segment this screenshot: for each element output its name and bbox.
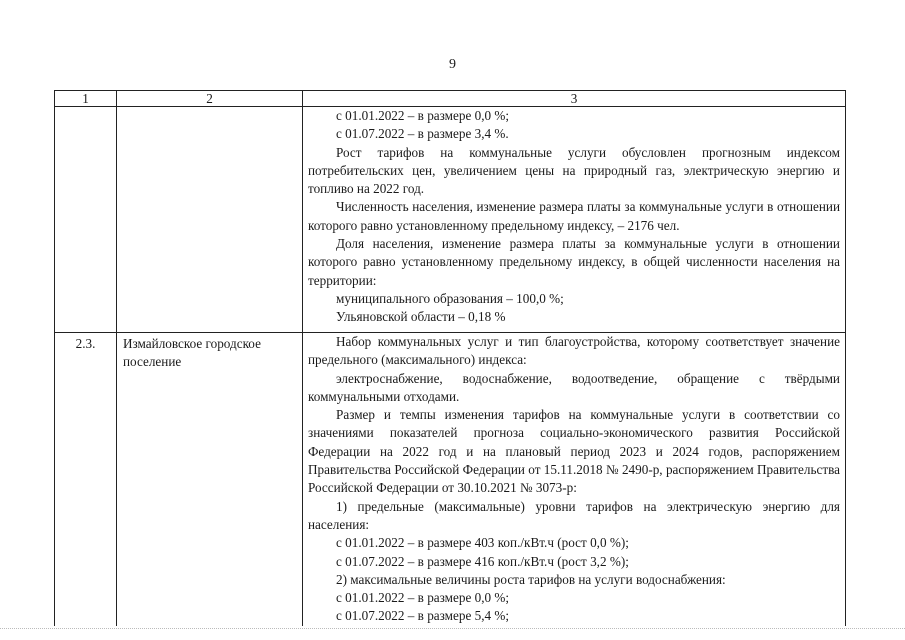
column-header-1: 1 xyxy=(55,91,117,107)
text-line: с 01.07.2022 – в размере 5,4 %; xyxy=(336,608,510,624)
text-line: 2) максимальные величины роста тарифов на услуги водоснабжения: xyxy=(336,571,726,587)
text-line: с 01.01.2022 – в размере 403 коп./кВт.ч (рост 0,0 %); xyxy=(336,535,629,551)
text-paragraph: 1) предельные (максимальные) уровни тарифов на электрическую энергию для населения: xyxy=(308,498,840,532)
text-line: с 01.01.2022 – в размере 0,0 %; xyxy=(336,590,510,606)
description-cell xyxy=(303,107,846,333)
settlement-name-cell xyxy=(117,107,303,333)
text-paragraph: Численность населения, изменение размера платы за коммунальные услуги в отношении которого равно установленному предельному индексу, – 2176 чел. xyxy=(308,199,840,233)
table-row xyxy=(55,107,846,333)
column-header-2: 2 xyxy=(117,91,303,107)
table-header-row xyxy=(55,91,846,107)
table-row xyxy=(55,333,846,626)
page-number: 9 xyxy=(449,57,456,72)
text-paragraph: Доля населения, изменение размера платы за коммунальные услуги в отношении которого равно установленному предельному индексу, в общей численности населения на территории: xyxy=(308,236,840,288)
text-paragraph: Размер и темпы изменения тарифов на коммунальные услуги в соответствии со значениями показателей прогноза социально-экономического развития Российской Федерации на 2022 год и на плановый период 2023 и 2024 годов, распоряжением Правительства Российской Федерации от 15.11.2018 № 2490-р, распоряжением Правительства Российской Федерации от 30.10.2021 № 3073-р: xyxy=(308,407,840,496)
text-paragraph: Рост тарифов на коммунальные услуги обусловлен прогнозным индексом потребительских цен, увеличением цены на природный газ, электрическую энергию и топливо на 2022 год. xyxy=(308,144,840,197)
column-header-3: 3 xyxy=(303,91,846,107)
text-line: Ульяновской области – 0,18 % xyxy=(336,309,506,325)
scan-edge-divider xyxy=(0,628,905,629)
text-paragraph: электроснабжение, водоснабжение, водоотведение, обращение с твёрдыми коммунальными отходами. xyxy=(308,370,840,404)
row-number-cell: 2.3. xyxy=(55,333,117,626)
text-line: муниципального образования – 100,0 %; xyxy=(336,290,564,306)
text-line: с 01.07.2022 – в размере 416 коп./кВт.ч (рост 3,2 %); xyxy=(336,553,629,569)
tariff-table xyxy=(54,90,846,626)
text-line: с 01.07.2022 – в размере 3,4 %. xyxy=(336,126,509,142)
text-paragraph: Набор коммунальных услуг и тип благоустройства, которому соответствует значение предельного (максимального) индекса: xyxy=(308,334,840,368)
text-line: с 01.01.2022 – в размере 0,0 %; xyxy=(336,108,510,123)
row-number-cell xyxy=(55,107,117,333)
settlement-name-cell: Измайловское городское поселение xyxy=(117,333,303,626)
description-cell xyxy=(303,333,846,626)
